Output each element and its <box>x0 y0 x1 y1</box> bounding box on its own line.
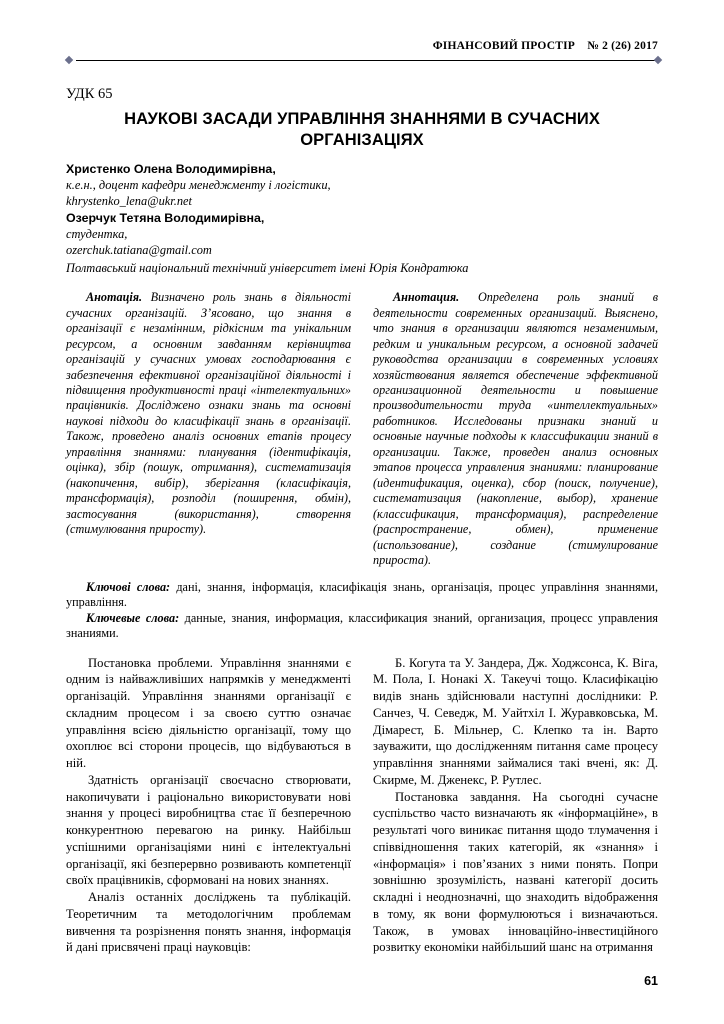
abstract-section <box>66 290 658 569</box>
keywords-section <box>66 580 658 642</box>
author-position: к.е.н., доцент кафедри менеджменту і логістики, <box>66 178 331 193</box>
author-email[interactable]: khrystenko_lena@ukr.net <box>66 194 192 209</box>
page-number: 61 <box>644 974 658 988</box>
body-column-right <box>373 655 658 956</box>
rule-diamond-left-icon <box>65 56 73 64</box>
keywords-uk <box>66 580 658 611</box>
body-paragraph: Аналіз останніх досліджень та публікацій. Теоретичним та методологічним проблемам вивчення та розрізнення понять знання, інформація й дані присвячені праці науковців: <box>66 890 351 955</box>
author-name: Озерчук Тетяна Володимирівна, <box>66 210 265 225</box>
rule-line <box>76 60 658 61</box>
abstract-ru-text: Определена роль знаний в деятельности современных организаций. Выяснено, что знания в организации являются незаменимым, редким и уникальным ресурсом, а основной задачей руководства организации в современных условиях хозяйствования является обеспечение эффективной организационной деятельности и повышение производительности труда «интеллектуальных» работников. Исследованы признаки знаний и основные научные подходы к классификации знаний в организации. Также, проведен анализ основных этапов процесса управления знаниями: планирование (идентификация, оценка), сбор (поиск, получение), систематизация (накопление, выбор), хранение (классификация, трансформация), распределение (распространение, обмен), применение (использование), создание (стимулирование прироста). <box>373 290 658 568</box>
author-name: Христенко Олена Володимирівна, <box>66 162 276 177</box>
body-text <box>66 655 658 956</box>
author-position: студентка, <box>66 226 128 241</box>
body-paragraph: Здатність організації своєчасно створювати, накопичувати і раціонально використовувати нові знання у процесі виробництва стає її безперечною конкурентною перевагою на ринку. Найбільш успішними організаціями нині є інтелектуальні організації, які безперервно розвивають компетенції своїх працівників, сформовані на нових знаннях. <box>66 772 351 888</box>
author-block <box>66 161 658 276</box>
keywords-ru <box>66 611 658 642</box>
body-paragraph: Постановка проблеми. Управління знаннями є одним із найважливіших напрямків у менеджменті організацій. Управління знаннями організації є складним процесом і за своєю суттю означає управління всією діяльністю організації, тому що охоплює всі сторони процесів, що відбуваються в ній. <box>66 655 351 771</box>
author-entry <box>66 161 658 209</box>
body-paragraph: Постановка завдання. На сьогодні сучасне суспільство часто визначають як «інформаційне», в результаті чого виникає питання щодо тлумачення і співвідношення таких категорій, як «знання» і «інформація» і пов’язаних з ними понять. Попри зовнішню зрозумілість, названі категорії досить складні і неоднозначні, що знаходить відображення в тому, як вони формулюються і визначаються. Також, в умовах інноваційно-інвестиційного розвитку економіки найбільший шанс на отримання <box>373 789 658 955</box>
running-head-text <box>433 40 658 52</box>
keywords-uk-lead: Ключові слова: <box>86 579 171 594</box>
running-head <box>66 0 658 64</box>
body-paragraph: Б. Когута та У. Зандера, Дж. Ходжсонса, К. Віга, М. Пола, І. Нонакі X. Такеучі тощо. Класифікацію видів знань здійснювали наступні дослідники: Р. Санчез, Ч. Севедж, М. Уайтхіл І. Журавковська, М. Дімарест, Б. Мільнер, С. Клепко та ін. Варто зауважити, що дослідженням питання саме процесу управління знаннями займалися такі вчені, як: Д. Скирме, М. Дженекс, Р. Рутлес. <box>373 655 658 787</box>
keywords-ru-lead: Ключевые слова: <box>86 610 180 625</box>
abstract-uk-text: Визначено роль знань в діяльності сучасних організацій. З’ясовано, що знання в організації є незамінним, рідкісним та унікальним ресурсом, а основним завданням керівництва організацій у сучасних умовах господарювання є забезпечення ефективної організаційної діяльності і підвищення продуктивності праці «інтелектуальних» працівників. Досліджено ознаки знань та основні наукові підходи до класифікації знань в організації. Також, проведено аналіз основних етапів процесу управління знаннями: планування (ідентифікація, оцінка), збір (пошук, отримання), систематизація (накопичення, вибір), зберігання (класифікація, трансформація), розподіл (поширення, обмін), застосування (використання), створення (стимулювання приросту). <box>66 290 351 537</box>
abstract-ru <box>373 290 658 569</box>
abstract-ru-lead: Аннотация. <box>393 290 460 305</box>
keywords-ru-text: данные, знания, информация, классификация знаний, организация, процесс управления знаниями. <box>66 610 658 641</box>
header-rule <box>66 57 658 65</box>
udc-code: УДК 65 <box>66 86 113 102</box>
keywords-uk-text: дані, знання, інформація, класифікація знань, організація, процес управління знаннями, управління. <box>66 579 658 610</box>
author-entry <box>66 210 658 258</box>
abstract-uk <box>66 290 351 569</box>
abstract-uk-lead: Анотація. <box>86 290 143 305</box>
journal-name: ФІНАНСОВИЙ ПРОСТІР <box>432 40 575 52</box>
affiliation: Полтавський національний технічний університет імені Юрія Кондратюка <box>66 260 469 275</box>
issue-number: № 2 (26) 2017 <box>587 40 658 52</box>
author-email[interactable]: ozerchuk.tatiana@gmail.com <box>66 242 212 257</box>
rule-diamond-right-icon <box>654 56 662 64</box>
body-column-left <box>66 655 351 956</box>
page-title: НАУКОВІ ЗАСАДИ УПРАВЛІННЯ ЗНАННЯМИ В СУЧАСНИХ ОРГАНІЗАЦІЯХ <box>124 110 600 150</box>
